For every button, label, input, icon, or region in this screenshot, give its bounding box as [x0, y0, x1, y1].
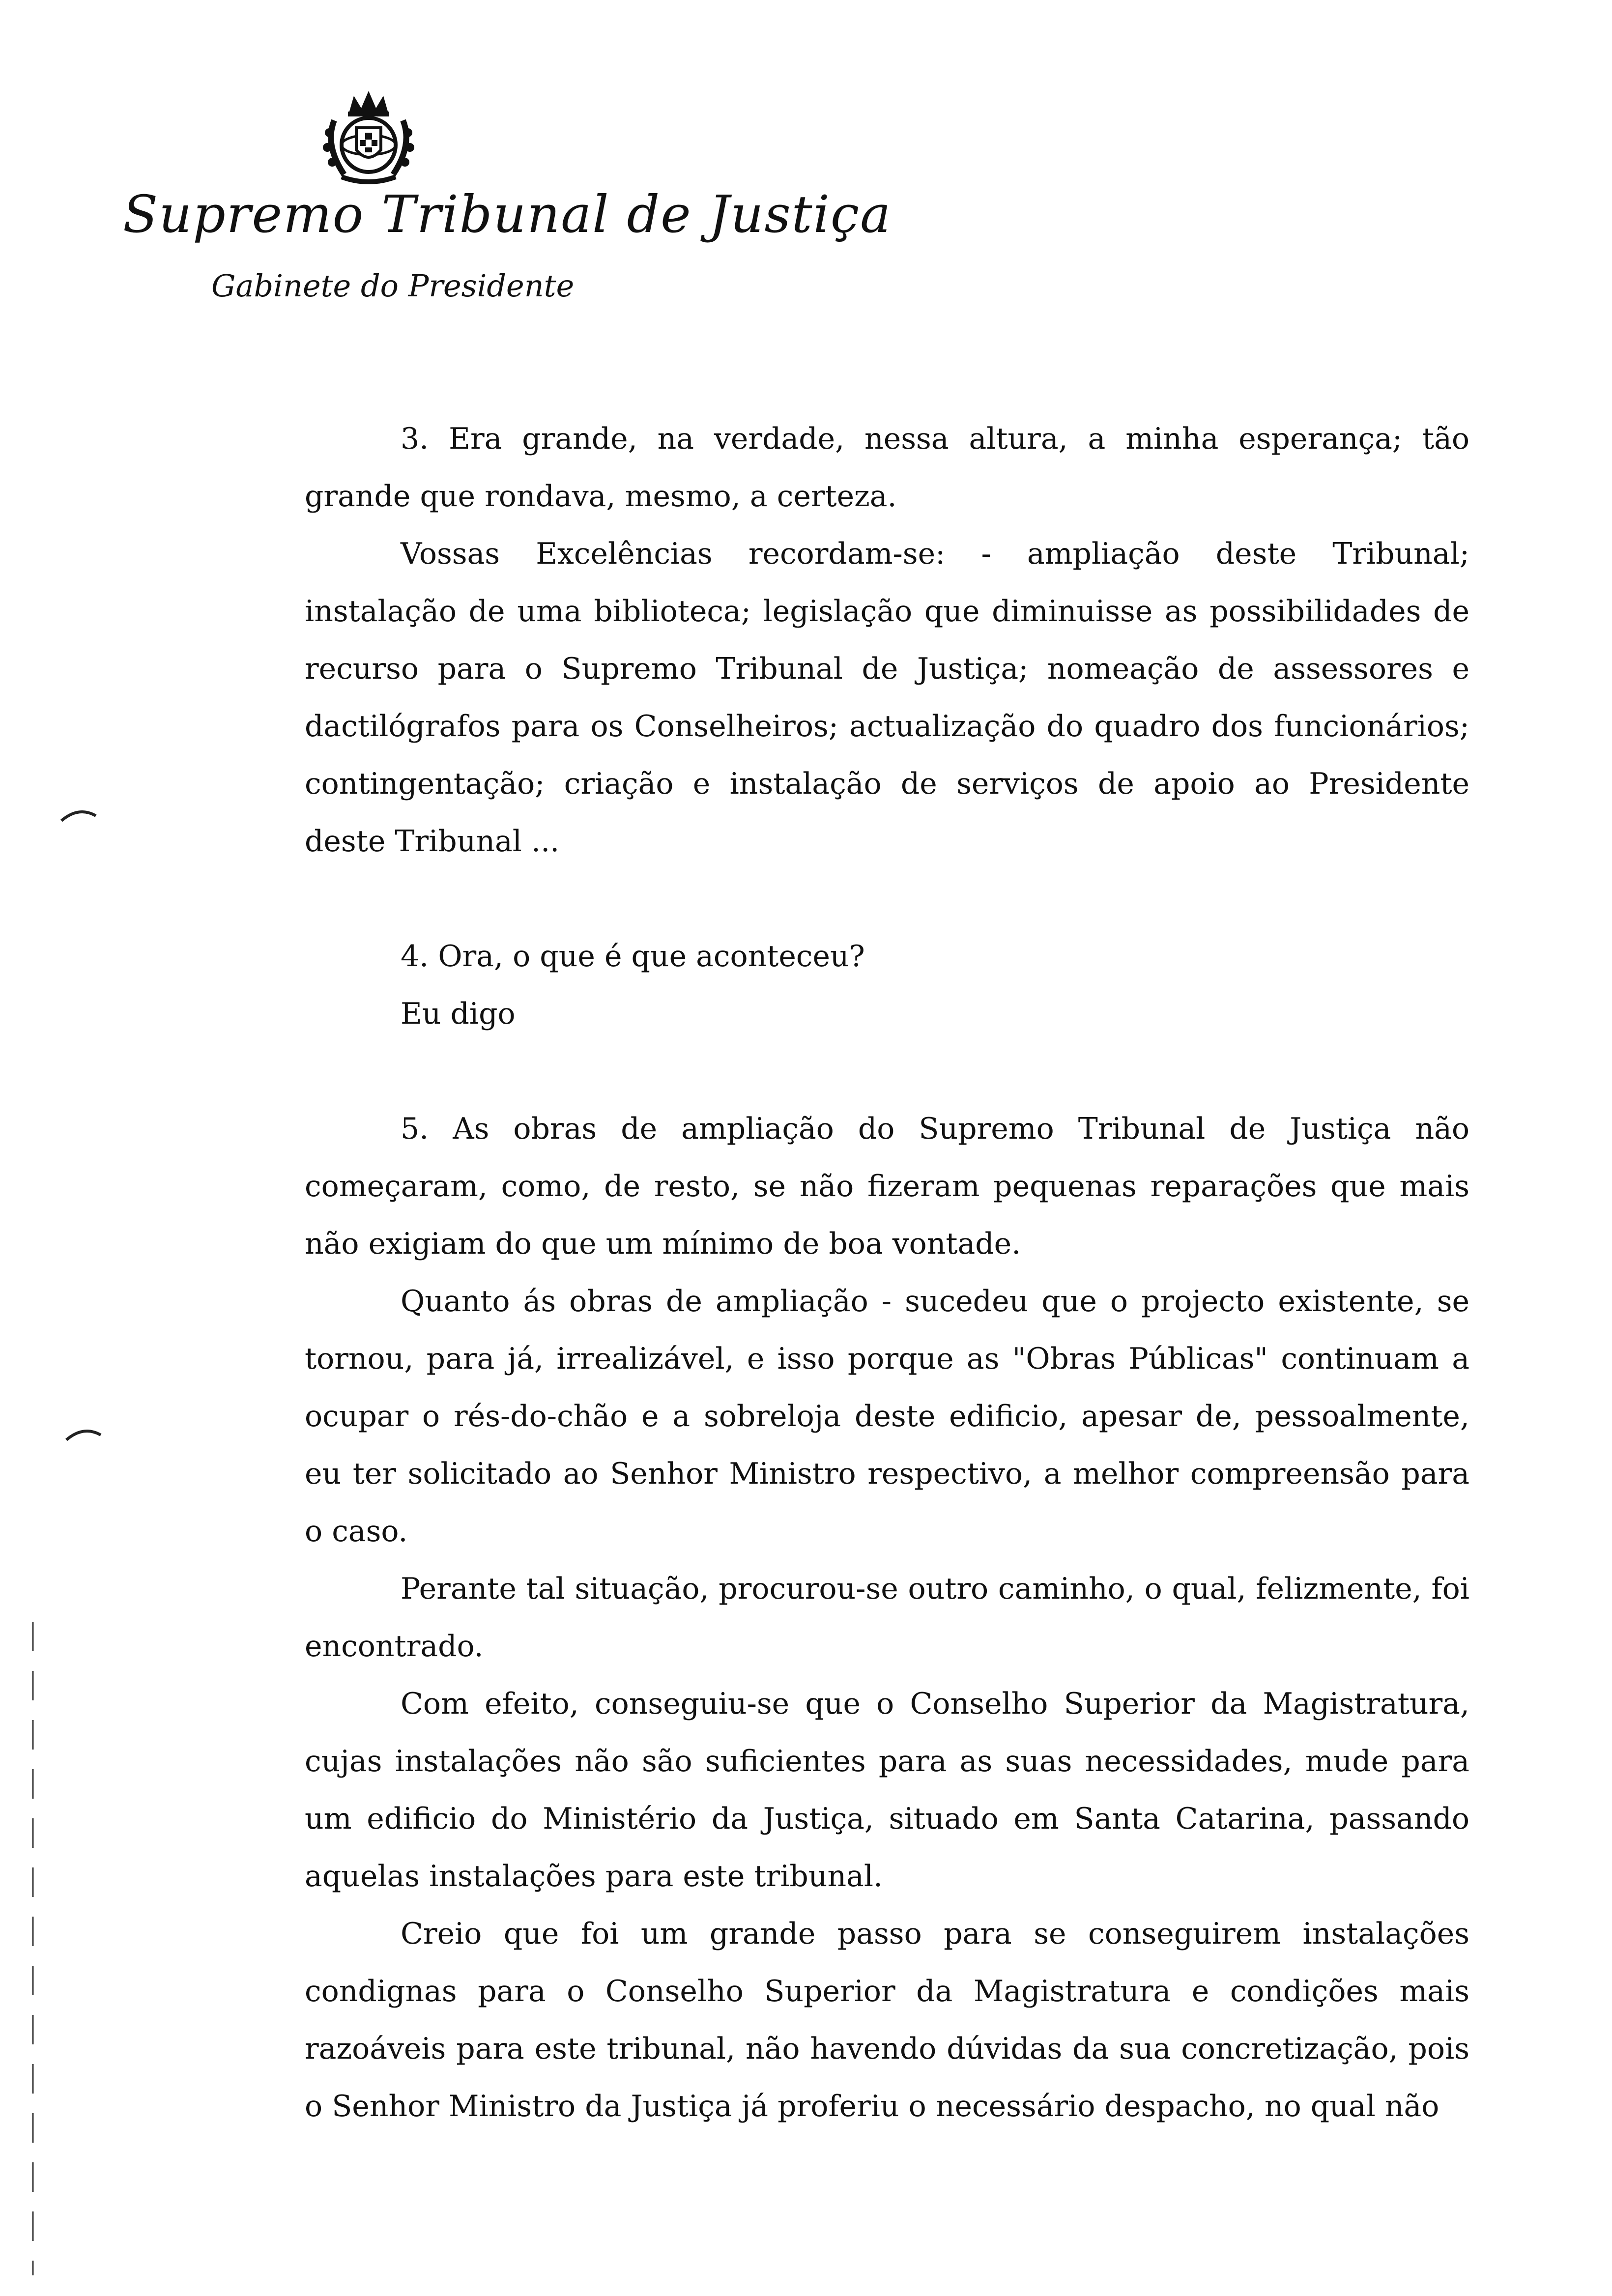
paragraph [305, 1273, 1469, 1560]
paragraph-text: Ora, o que é que aconteceu? [438, 939, 865, 974]
paragraph-number: 4. [401, 939, 429, 974]
letterhead-title: Supremo Tribunal de Justiça [123, 184, 892, 244]
paragraph-text: As obras de ampliação do Supremo Tribunal de Justiça não começaram, como, de resto, se não fizeram pequenas reparações que mais não exigiam do que um mínimo de boa vontade. [305, 1112, 1469, 1261]
paragraph-text: Era grande, na verdade, nessa altura, a minha esperança; tão grande que rondava, mesmo, a certeza. [305, 422, 1470, 514]
paragraph-4 [305, 928, 1469, 985]
paragraph [305, 1675, 1469, 1905]
paragraph-text: Vossas Excelências recordam-se: - ampliação deste Tribunal; instalação de uma biblioteca; legislação que diminuisse as possibilidades de recurso para o Supremo Tribunal de Justiça; nomeação de assessores e dactilógrafos para os Conselheiros; actualização do quadro dos funcionários; contingentação; criação e instalação de serviços de apoio ao Presidente deste Tribunal ... [305, 537, 1469, 859]
scan-mark [59, 806, 98, 826]
margin-line [30, 1622, 35, 2275]
paragraph-text: Com efeito, conseguiu-se que o Conselho Superior da Magistratura, cujas instalações não são suficientes para as suas necessidades, mude para um edificio do Ministério da Justiça, situado em Santa Catarina, passando aquelas instalações para este tribunal. [305, 1687, 1469, 1894]
paragraph-text: Perante tal situação, procurou-se outro caminho, o qual, felizmente, foi encontrado. [305, 1572, 1469, 1664]
coat-of-arms-icon [315, 86, 423, 189]
paragraph [305, 525, 1469, 870]
letterhead-subtitle: Gabinete do Presidente [211, 268, 575, 304]
paragraph-number: 3. [401, 422, 429, 456]
paragraph [305, 985, 1469, 1043]
paragraph-number: 5. [401, 1112, 429, 1146]
paragraph-5 [305, 1100, 1469, 1273]
paragraph-3 [305, 410, 1469, 525]
paragraph-text: Creio que foi um grande passo para se conseguirem instalações condignas para o Conselho Superior da Magistratura e condições mais razoáveis para este tribunal, não havendo dúvidas da sua concretização, pois o Senhor Ministro da Justiça já proferiu o necessário despacho, no qual não [305, 1917, 1469, 2124]
scan-mark [64, 1425, 103, 1445]
paragraph [305, 1905, 1469, 2135]
paragraph [305, 1560, 1469, 1675]
document-body [305, 410, 1469, 2135]
paragraph-text: Eu digo [401, 997, 516, 1031]
paragraph-text: Quanto ás obras de ampliação - sucedeu que o projecto existente, se tornou, para já, irrealizável, e isso porque as "Obras Públicas" continuam a ocupar o rés-do-chão e a sobreloja deste edificio, apesar de, pessoalmente, eu ter solicitado ao Senhor Ministro respectivo, a melhor compreensão para o caso. [305, 1284, 1469, 1549]
